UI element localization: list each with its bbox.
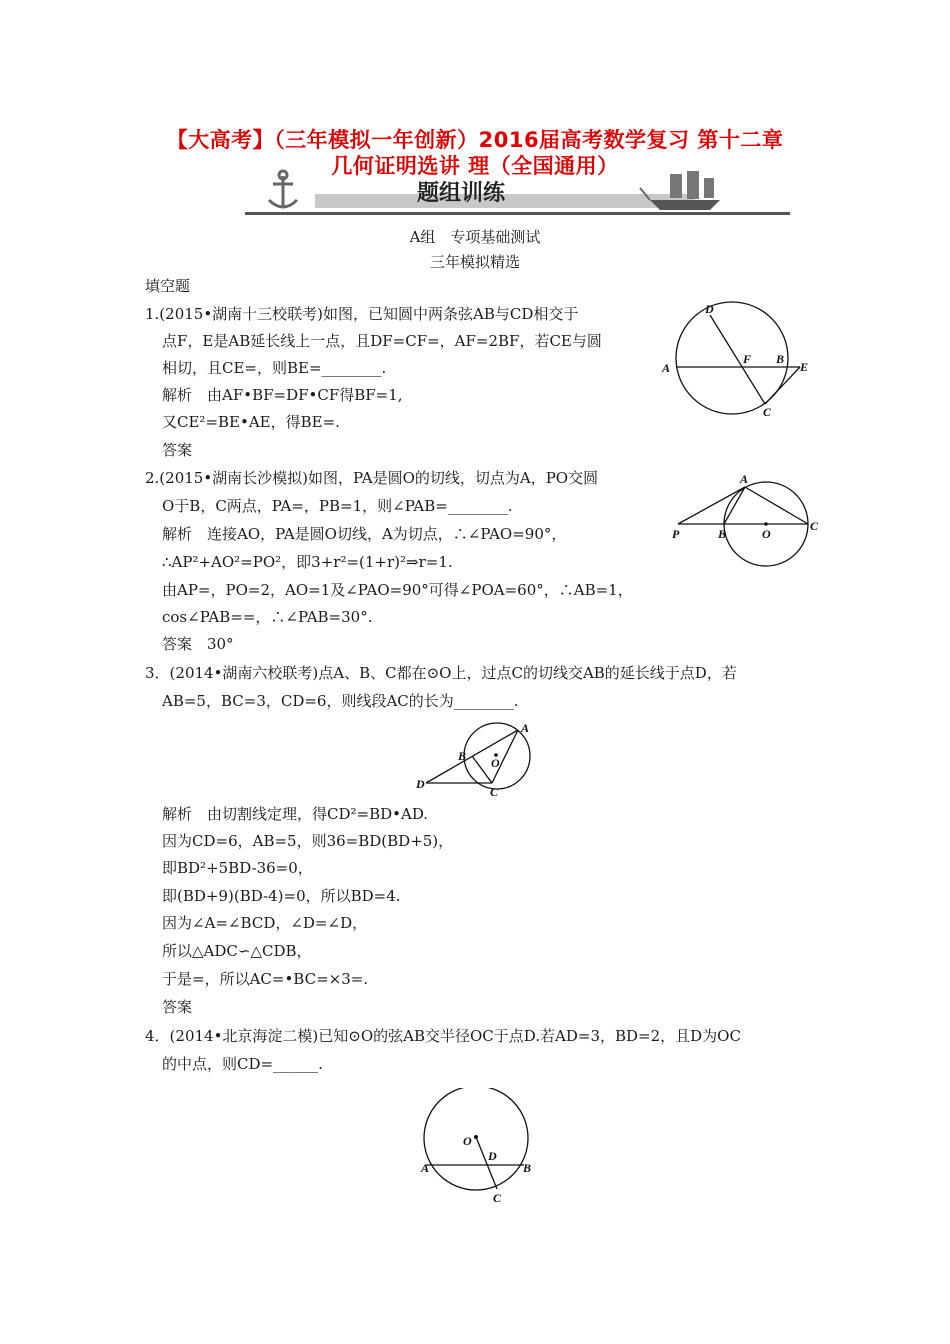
q1-label-E: E xyxy=(800,360,809,374)
q1-label-A: A xyxy=(662,361,671,375)
banner xyxy=(245,168,790,218)
q1-chord-DC xyxy=(710,315,765,404)
q4-radius-OC xyxy=(476,1137,497,1189)
anchor-icon xyxy=(269,171,297,208)
q2-label-P: P xyxy=(672,527,680,541)
q2-label-O: O xyxy=(762,527,771,541)
q2-center-dot xyxy=(764,522,768,526)
document-title-line-1: 【大高考】（三年模拟一年创新）2016届高考数学复习 第十二章 xyxy=(166,128,784,152)
q1-line-2: 点F，E是AB延长线上一点，且DF=CF=，AF=2BF，若CE与圆 xyxy=(162,332,602,350)
q3-solution-4: 即(BD+9)(BD-4)=0，所以BD=4. xyxy=(162,887,401,905)
banner-title: 题组训练 xyxy=(417,181,506,206)
q2-label-B: B xyxy=(718,527,727,541)
q4-line-1: 4．(2014•北京海淀二模)已知⊙O的弦AB交半径OC于点D.若AD=3，BD=2，且D为OC xyxy=(145,1027,741,1045)
q3-answer: 答案 xyxy=(162,998,193,1016)
q4-label-O: O xyxy=(463,1134,472,1148)
q4-label-D: D xyxy=(488,1149,497,1163)
sub-heading: 三年模拟精选 xyxy=(429,253,520,271)
q2-line-2: O于B，C两点，PA=，PB=1，则∠PAB=________. xyxy=(162,497,513,515)
q2-solution-3: 由AP=，PO=2，AO=1及∠PAO=90°可得∠POA=60°，∴AB=1， xyxy=(162,581,633,599)
q2-segment-AC xyxy=(745,487,808,524)
document-title-line-2: 几何证明选讲 理（全国通用） xyxy=(331,154,619,178)
q4-label-A: A xyxy=(421,1161,430,1175)
q4-figure xyxy=(412,1088,542,1210)
q1-line-3: 相切，且CE=，则BE=________. xyxy=(162,359,387,377)
banner-rule xyxy=(245,212,790,215)
q1-label-B: B xyxy=(776,352,785,366)
q2-solution-4: cos∠PAB==，∴∠PAB=30°. xyxy=(162,608,373,626)
q2-line-1: 2.(2015•湖南长沙模拟)如图，PA是圆O的切线，切点为A，PO交圆 xyxy=(145,469,599,487)
q1-solution-2: 又CE²=BE•AE，得BE=. xyxy=(162,413,340,431)
q3-solution-7: 于是=，所以AC=•BC=×3=. xyxy=(162,970,369,988)
q3-solution-3: 即BD²+5BD-36=0， xyxy=(162,859,313,877)
q3-line-2: AB=5，BC=3，CD=6，则线段AC的长为________. xyxy=(162,692,519,710)
q3-label-A: A xyxy=(521,721,530,735)
q1-answer: 答案 xyxy=(162,441,193,459)
question-type: 填空题 xyxy=(145,277,191,295)
q1-label-D: D xyxy=(705,302,714,316)
q3-solution-2: 因为CD=6，AB=5，则36=BD(BD+5)， xyxy=(162,832,454,850)
q2-label-A: A xyxy=(740,472,749,486)
q3-solution-6: 所以△ADC∽△CDB， xyxy=(162,942,312,960)
q4-line-2: 的中点，则CD=______. xyxy=(162,1055,323,1073)
q2-solution-2: ∴AP²+AO²=PO²，即3+r²=(1+r)²⇒r=1. xyxy=(162,553,453,571)
q4-label-C: C xyxy=(493,1191,502,1205)
q3-line-1: 3．(2014•湖南六校联考)点A、B、C都在⊙O上，过点C的切线交AB的延长线于点D，若 xyxy=(145,664,737,682)
q2-solution-1: 解析 连接AO，PA是圆O切线，A为切点，∴∠PAO=90°， xyxy=(162,525,567,543)
q1-label-C: C xyxy=(763,405,772,419)
q2-figure xyxy=(668,470,828,570)
q2-label-C: C xyxy=(810,519,819,533)
q1-label-F: F xyxy=(743,352,752,366)
q3-solution-1: 解析 由切割线定理，得CD²=BD•AD. xyxy=(162,805,429,823)
q3-label-C: C xyxy=(490,785,499,798)
q2-answer: 答案 30° xyxy=(162,635,234,653)
q3-label-B: B xyxy=(458,749,467,763)
q1-line-1: 1.(2015•湖南十三校联考)如图，已知圆中两条弦AB与CD相交于 xyxy=(145,305,579,323)
q1-tangent-CE xyxy=(765,367,800,404)
q4-center-dot xyxy=(474,1135,478,1139)
q3-label-D: D xyxy=(416,777,425,791)
q1-solution-1: 解析 由AF•BF=DF•CF得BF=1, xyxy=(162,386,403,404)
q3-solution-5: 因为∠A=∠BCD，∠D=∠D， xyxy=(162,914,368,932)
group-heading: A组 专项基础测试 xyxy=(409,228,541,246)
q3-figure xyxy=(412,716,542,798)
q4-label-B: B xyxy=(523,1161,532,1175)
q3-chord-BC xyxy=(472,756,492,783)
q3-label-O: O xyxy=(491,756,500,770)
q1-figure xyxy=(655,300,825,420)
